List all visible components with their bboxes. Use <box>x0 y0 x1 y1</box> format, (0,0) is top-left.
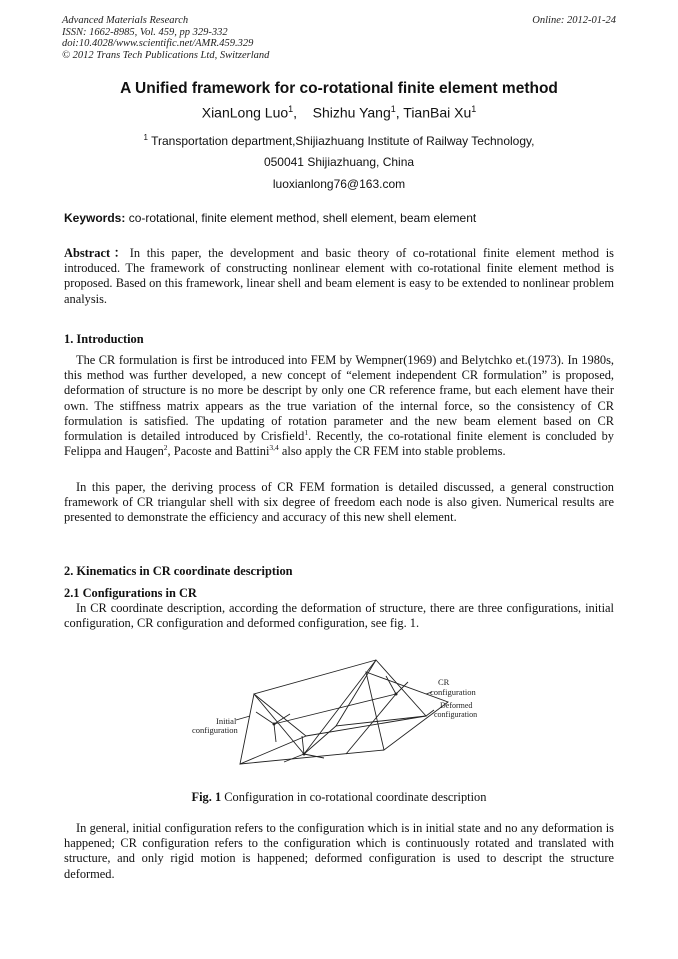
deformed-label: configuration <box>434 710 478 719</box>
issn: ISSN: 1662-8985, Vol. 459, pp 329-332 <box>62 26 228 38</box>
section-1-heading: 1. Introduction <box>64 332 144 346</box>
vector-line <box>274 694 396 724</box>
cr-label: configuration <box>430 687 476 697</box>
copyright: © 2012 Trans Tech Publications Ltd, Switzerland <box>62 49 270 61</box>
caption-text: Configuration in co-rotational coordinate description <box>221 790 487 804</box>
author-list <box>0 104 678 121</box>
citation: 1 <box>304 427 309 437</box>
author-separator: , <box>293 104 313 121</box>
citation: 3,4 <box>269 443 279 453</box>
axis-line <box>256 712 274 724</box>
author-aff: 1 <box>390 104 396 114</box>
journal-name: Advanced Materials Research <box>62 15 189 26</box>
online-date: Online: 2012-01-24 <box>532 15 616 26</box>
leader-line <box>236 716 250 720</box>
author-name: Shizhu Yang <box>312 104 391 121</box>
author-name: TianBai Xu <box>403 104 472 121</box>
centroid-point <box>273 723 276 726</box>
configuration-figure <box>186 654 496 780</box>
intro-paragraph-2: In this paper, the deriving process of CR FEM formation is detailed discussed, a general construction framework of CR triangular shell with six degree of freedom each node is also given. Numerical results are presented to demonstrate the efficiency and accuracy of this new shell element. <box>64 480 614 525</box>
affiliation-line1 <box>0 133 678 148</box>
axis-line <box>274 714 290 724</box>
axis-line <box>386 676 396 694</box>
abstract <box>64 246 614 307</box>
affiliation-mark: 1 <box>143 133 148 142</box>
author-aff: 1 <box>288 104 294 114</box>
centroid-point <box>395 693 398 696</box>
intro-paragraph-1 <box>64 353 614 459</box>
origin-point <box>303 753 306 756</box>
initial-label: Initial <box>216 716 237 726</box>
keywords-text: co-rotational, finite element method, shell element, beam element <box>125 211 477 225</box>
author-separator: , <box>395 104 404 121</box>
intro-text: also apply the CR FEM into stable problems. <box>278 444 506 459</box>
paper-title: A Unified framework for co-rotational finite element method <box>120 80 558 97</box>
intro-text: , Pacoste and Battini <box>167 444 270 459</box>
affiliation-line2: 050041 Shijiazhuang, China <box>263 155 415 169</box>
abstract-label: Abstract： <box>64 246 130 260</box>
keywords <box>64 211 476 225</box>
vector-line <box>306 716 426 736</box>
citation: 2 <box>163 443 168 453</box>
initial-triangle <box>240 694 306 764</box>
vector-line <box>240 750 384 764</box>
configurations-explanation: In general, initial configuration refers to the configuration which is in initial state and no any deformation is happened; CR configuration refers to the configuration which is continuously rotated and translated with structure, and only rigid motion is happened; deformed configuration is used to descript the structure deformed. <box>64 821 614 881</box>
vector-line <box>304 660 376 754</box>
keywords-label: Keywords: <box>64 211 126 225</box>
initial-label: configuration <box>192 725 238 735</box>
author-aff: 1 <box>471 104 477 114</box>
vector-line <box>254 694 304 754</box>
caption-label: Fig. 1 <box>191 790 222 804</box>
section-2-heading: 2. Kinematics in CR coordinate description <box>64 564 293 578</box>
doi: doi:10.4028/www.scientific.net/AMR.459.329 <box>62 38 254 49</box>
affiliation-text: Transportation department,Shijiazhuang Institute of Railway Technology, <box>148 134 535 148</box>
journal-header <box>62 15 269 61</box>
cr-triangle <box>336 660 426 726</box>
figure-caption <box>0 790 678 805</box>
configurations-paragraph: In CR coordinate description, according the deformation of structure, there are three configurations, initial configuration, CR configuration and deformed configuration, see fig. 1. <box>64 601 614 631</box>
intro-text: . Recently, the co-rotational finite element is concluded by Felippa and Haugen <box>64 429 614 459</box>
abstract-text: In this paper, the development and basic theory of co-rotational finite element method is introduced. The framework of constructing nonlinear element with co-rotational finite element method is proposed. Based on this framework, linear shell and beam element is easy to be extended to nonlinear problem analysis. <box>64 246 615 306</box>
section-2-1-heading: 2.1 Configurations in CR <box>64 586 197 600</box>
author-email: luoxianlong76@163.com <box>272 177 406 191</box>
deformed-label: Deformed <box>440 701 473 710</box>
cr-label: CR <box>438 677 450 687</box>
vector-line <box>254 660 376 694</box>
axis-line <box>274 724 276 742</box>
intro-text: The CR formulation is first be introduced into FEM by Wempner(1969) and Belytchko et.(1973). In 1980s, this method was further developed, a new concept of “element independent CR formulation” is proposed, deformation of structure is no more be descript by only one CR reference frame, but each element have their own. The stiffness matrix appears as the true variation of the internal force, so the consistency of CR formulation is satisfied. The updating of rotation parameter and the new beam element based on CR formulation is detailed introduced by Crisfield <box>64 353 614 444</box>
vector-line <box>304 726 336 754</box>
author-name: XianLong Luo <box>201 104 289 121</box>
